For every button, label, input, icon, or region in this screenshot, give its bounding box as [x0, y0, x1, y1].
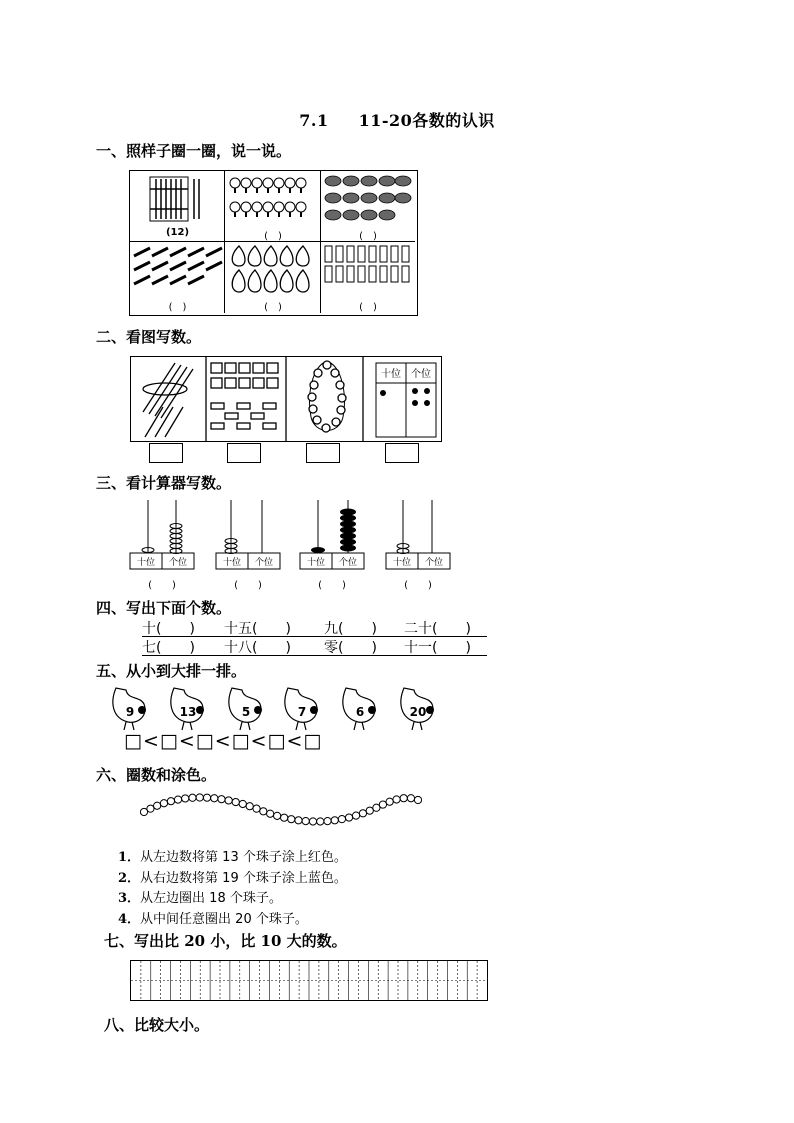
- pencil-icon: [130, 242, 225, 300]
- answer-box-2[interactable]: [227, 443, 261, 463]
- bead: [154, 802, 161, 809]
- bottles-cell: [321, 242, 415, 313]
- example-answer: (12): [165, 227, 190, 238]
- leaves-cell: [321, 171, 415, 242]
- bead: [147, 805, 154, 812]
- bead: [414, 796, 421, 803]
- title-text: 11-20各数的认识: [358, 111, 495, 130]
- task-2: [118, 867, 347, 886]
- abacus-2-answer-blank: ( ): [234, 580, 262, 591]
- bead: [218, 796, 225, 803]
- abacus-4-answer-blank: ( ): [404, 580, 432, 591]
- abacus-3-answer-blank: ( ): [318, 580, 346, 591]
- bead: [345, 814, 352, 821]
- tens-place-label: 十位: [381, 369, 401, 380]
- bead: [274, 812, 281, 819]
- answer-box-3[interactable]: [306, 443, 340, 463]
- ones-place-label: 个位: [411, 369, 431, 380]
- bead: [288, 816, 295, 823]
- bead-string: [140, 786, 422, 834]
- task-3-number: 3．: [118, 891, 141, 906]
- chick-number-2: 13: [179, 705, 197, 719]
- chick-number-4: 7: [297, 705, 307, 719]
- sticks-example-cell: [130, 171, 225, 242]
- task-2-text: 从右边数将第 19 个珠子涂上蓝色。: [140, 871, 347, 886]
- drop-icon: [225, 242, 321, 300]
- abacus-2-tens-label: 十位: [222, 558, 242, 568]
- row1-item2: 十五( ): [224, 621, 291, 637]
- abacus-2-ones-label: 个位: [254, 558, 274, 568]
- task-1: [118, 846, 347, 865]
- answer-box-1[interactable]: [149, 443, 183, 463]
- section-6-heading: 六、圈数和涂色。: [96, 766, 217, 784]
- section-1-heading: 一、照样子圈一圈，说一说。: [96, 142, 292, 160]
- section-5-heading: 五、从小到大排一排。: [96, 662, 247, 680]
- leaves-answer-blank: ( ): [359, 231, 377, 242]
- section-8-heading: 八、比较大小。: [104, 1016, 210, 1034]
- row1-item1: 十( ): [142, 621, 195, 637]
- bead: [267, 810, 274, 817]
- chick-number-6: 20: [409, 705, 427, 719]
- answer-box-4[interactable]: [385, 443, 419, 463]
- title-number: 7.1: [299, 111, 329, 130]
- chicks-row: [108, 684, 448, 734]
- bead: [317, 818, 324, 825]
- abacus-4-ones-label: 个位: [424, 558, 444, 568]
- bead: [232, 798, 239, 805]
- bead: [407, 795, 414, 802]
- row2-item4: 十一( ): [404, 640, 471, 656]
- bead: [211, 795, 218, 802]
- bead: [225, 797, 232, 804]
- abacus-4-tens-label: 十位: [392, 558, 412, 568]
- bead: [331, 817, 338, 824]
- bead: [352, 812, 359, 819]
- bead: [203, 794, 210, 801]
- bead: [253, 805, 260, 812]
- leaf-icon: [321, 171, 415, 231]
- abacus-3-tens-label: 十位: [306, 558, 326, 568]
- drops-cell: [225, 242, 321, 313]
- bottle-icon: [321, 242, 415, 300]
- page-title: [0, 108, 794, 131]
- ordering-answer-boxes[interactable]: □<□<□<□<□<□: [124, 730, 323, 752]
- bead: [379, 801, 386, 808]
- task-4: [118, 908, 308, 927]
- row1-item3: 九( ): [324, 621, 377, 637]
- bead: [386, 798, 393, 805]
- bulbs-answer-blank: ( ): [264, 231, 282, 242]
- bead: [246, 803, 253, 810]
- bead: [338, 816, 345, 823]
- abacus-1-ones-label: 个位: [168, 558, 188, 568]
- section-4-heading: 四、写出下面个数。: [96, 599, 232, 617]
- section-3-heading: 三、看计算器写数。: [96, 474, 232, 492]
- bead: [160, 800, 167, 807]
- section-4-row-1: [142, 618, 487, 637]
- task-1-number: 1．: [118, 850, 141, 865]
- section-2-picture-row: [130, 356, 442, 442]
- abacus-1-tens-label: 十位: [136, 558, 156, 568]
- lightbulb-icon: [225, 171, 321, 231]
- chick-number-5: 6: [355, 705, 365, 719]
- bead: [239, 800, 246, 807]
- bead: [196, 794, 203, 801]
- bead: [281, 814, 288, 821]
- bead: [393, 796, 400, 803]
- bead: [400, 795, 407, 802]
- bead: [302, 817, 309, 824]
- task-3: [118, 887, 282, 906]
- section-7-heading: 七、写出比 20 小，比 10 大的数。: [104, 932, 347, 950]
- section-1-grid: [129, 170, 418, 316]
- section-2-pictures: [131, 357, 441, 441]
- section-2-heading: 二、看图写数。: [96, 328, 202, 346]
- bottles-answer-blank: ( ): [359, 302, 377, 313]
- bead: [295, 817, 302, 824]
- abacus-3-ones-label: 个位: [338, 558, 358, 568]
- bead: [260, 808, 267, 815]
- task-2-number: 2．: [118, 871, 141, 886]
- bead: [309, 818, 316, 825]
- pencils-answer-blank: ( ): [168, 302, 187, 313]
- bead: [182, 795, 189, 802]
- bead: [167, 798, 174, 805]
- answer-grid[interactable]: [130, 960, 488, 1001]
- row2-item1: 七( ): [142, 640, 195, 656]
- task-4-text: 从中间任意圈出 20 个珠子。: [140, 912, 308, 927]
- abacus-row: [128, 498, 458, 593]
- bead: [366, 807, 373, 814]
- task-3-text: 从左边圈出 18 个珠子。: [140, 891, 282, 906]
- drops-answer-blank: ( ): [264, 302, 282, 313]
- chick-number-1: 9: [125, 705, 135, 719]
- task-4-number: 4．: [118, 912, 141, 927]
- abacus-1-answer-blank: ( ): [148, 580, 176, 591]
- bead: [324, 817, 331, 824]
- row2-item3: 零( ): [324, 640, 377, 656]
- row1-item4: 二十( ): [404, 621, 471, 637]
- row2-item2: 十八( ): [224, 640, 291, 656]
- answer-grid-lines: [131, 961, 487, 1000]
- bulbs-cell: [225, 171, 321, 242]
- bead: [189, 794, 196, 801]
- bead: [359, 810, 366, 817]
- task-1-text: 从左边数将第 13 个珠子涂上红色。: [140, 850, 347, 865]
- pencils-cell: [130, 242, 225, 313]
- bead: [174, 796, 181, 803]
- chick-number-3: 5: [241, 705, 251, 719]
- section-4-row-2: [142, 637, 487, 656]
